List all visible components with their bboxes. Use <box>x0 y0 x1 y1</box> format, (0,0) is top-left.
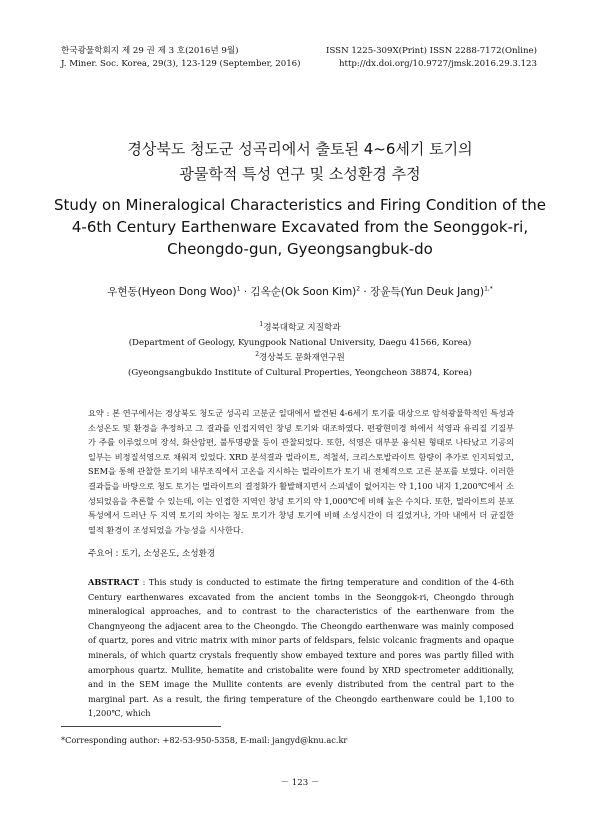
author-affiliation-mark: 1,* <box>484 285 493 293</box>
journal-header-en: J. Miner. Soc. Korea, 29(3), 123-129 (September, 2016) <box>61 59 301 69</box>
page-number: － 123 － <box>280 778 320 788</box>
affiliation-en: (Department of Geology, Kyungpook National University, Daegu 41566, Korea) <box>128 338 472 348</box>
affiliation-ko: 경북대학교 지질학과 <box>263 323 341 333</box>
author-list <box>0 284 600 299</box>
author-affiliation-mark: 1 <box>236 285 241 293</box>
journal-header-ko: 한국광물학회지 제 29 권 제 3 호(2016년 9월) <box>61 46 239 56</box>
corresponding-author-footnote: *Corresponding author: +82-53-950-5358, E-mail: jangyd@knu.ac.kr <box>61 735 348 745</box>
title-english <box>40 194 560 260</box>
footnote-divider <box>61 726 221 727</box>
abstract-korean-text: : 본 연구에서는 경상북도 청도군 성곡리 고분군 일대에서 발견된 4-6세기 토기를 대상으로 암석광물학적인 특성과 소성온도 및 환경을 추정하고 그 결과를 인접지역인 창녕 토기와 대조하였다. 편광현미경 하에서 석영과 유리질 기질부가 주를 이루었으며 장석, 화산암편, 불투명광물 등이 관찰되었다. 또한, 석영은 대부분 융식된 형태로 나타났고 기공의 일부는 비정질석영으로 채워져 있었다. XRD 분석결과 멀라이트, 적철석, 크리스토발라이트 함량이 추가로 인지되었고, SEM을 통해 관찰한 토기의 내부조직에서 고온을 지시하는 멀라이트가 토기 내 전체적으로 고른 분포를 보였다. 이러한 결과들을 바탕으로 청도 토기는 멀라이트의 결정화가 활발해지면서 스피넬이 없어지는 약 1,100 내지 1,200℃에서 소성되었음을 추론할 수 있는데, 이는 인접한 지역인 창녕 토기의 약 1,000℃에 비해 높은 수치다. 또한, 멀라이트의 분포특성에서 드러난 두 지역 토기의 차이는 청도 토기가 창녕 토기에 비해 소성시간이 더 길었거나, 가마 내에서 더 균질한 열적 환경이 조성되었을 가능성을 시사한다. <box>88 408 514 535</box>
doi-link[interactable]: http://dx.doi.org/10.9727/jmsk.2016.29.3.123 <box>338 59 537 69</box>
title-korean-line: 광물학적 특성 연구 및 소성환경 추정 <box>179 165 421 183</box>
affiliation-en: (Gyeongsangbukdo Institute of Cultural Properties, Yeongcheon 38874, Korea) <box>128 368 472 378</box>
title-english-line: Cheongdo-gun, Gyeongsangbuk-do <box>167 240 433 258</box>
issn-text: ISSN 1225-309X(Print) ISSN 2288-7172(Online) <box>326 46 537 56</box>
title-korean <box>0 137 600 187</box>
affiliation-mark: 1 <box>259 321 264 329</box>
author-name: 장윤득(Yun Deuk Jang) <box>370 286 485 298</box>
title-korean-line: 경상북도 청도군 성곡리에서 출토된 4~6세기 토기의 <box>127 140 473 158</box>
abstract-english <box>88 575 514 721</box>
affiliation-mark: 2 <box>255 351 260 359</box>
affiliation-ko: 경상북도 문화재연구원 <box>259 353 345 363</box>
title-english-line: 4-6th Century Earthenware Excavated from the Seonggok-ri, <box>71 218 529 236</box>
keywords-text: : 토기, 소성온도, 소성환경 <box>115 549 216 559</box>
abstract-korean-label: 요약 <box>88 408 104 418</box>
abstract-english-label: ABSTRACT <box>88 577 140 587</box>
author-name: 김옥순(Ok Soon Kim) <box>250 286 357 298</box>
issn-header <box>326 45 537 71</box>
author-separator: · <box>360 286 371 298</box>
keywords <box>88 547 514 559</box>
author-affiliation-mark: 2 <box>356 285 361 293</box>
abstract-korean <box>88 406 514 537</box>
journal-header <box>61 45 300 71</box>
author-separator: · <box>240 286 251 298</box>
keywords-label: 주요어 <box>88 549 113 559</box>
affiliations <box>0 321 600 381</box>
abstract-english-text: : This study is conducted to estimate the firing temperature and condition of the 4-6th Century earthenwares excavated from the ancient tombs in the Seonggok-ri, Cheongdo through mineralogical approaches, and to contrast to the characteristics of the earthenware from the Changnyeong the adjacent area to the Cheongdo. The Cheongdo earthenware was mainly composed of quartz, pores and vitric matrix with minor parts of feldspars, felsic volcanic fragments and opaque minerals, of which quartz crystals frequently show embayed texture and pores was partly filled with amorphous quartz. Mullite, hematite and cristobalite were found by XRD spectrometer additionally, and in the SEM image the Mullite contents are evenly distributed from the central part to the marginal part. As a result, the firing temperature of the Cheongdo earthenware could be 1,100 to 1,200℃, which <box>88 577 514 719</box>
title-english-line: Study on Mineralogical Characteristics and Firing Condition of the <box>53 196 547 214</box>
author-name: 우현동(Hyeon Dong Woo) <box>107 286 237 298</box>
